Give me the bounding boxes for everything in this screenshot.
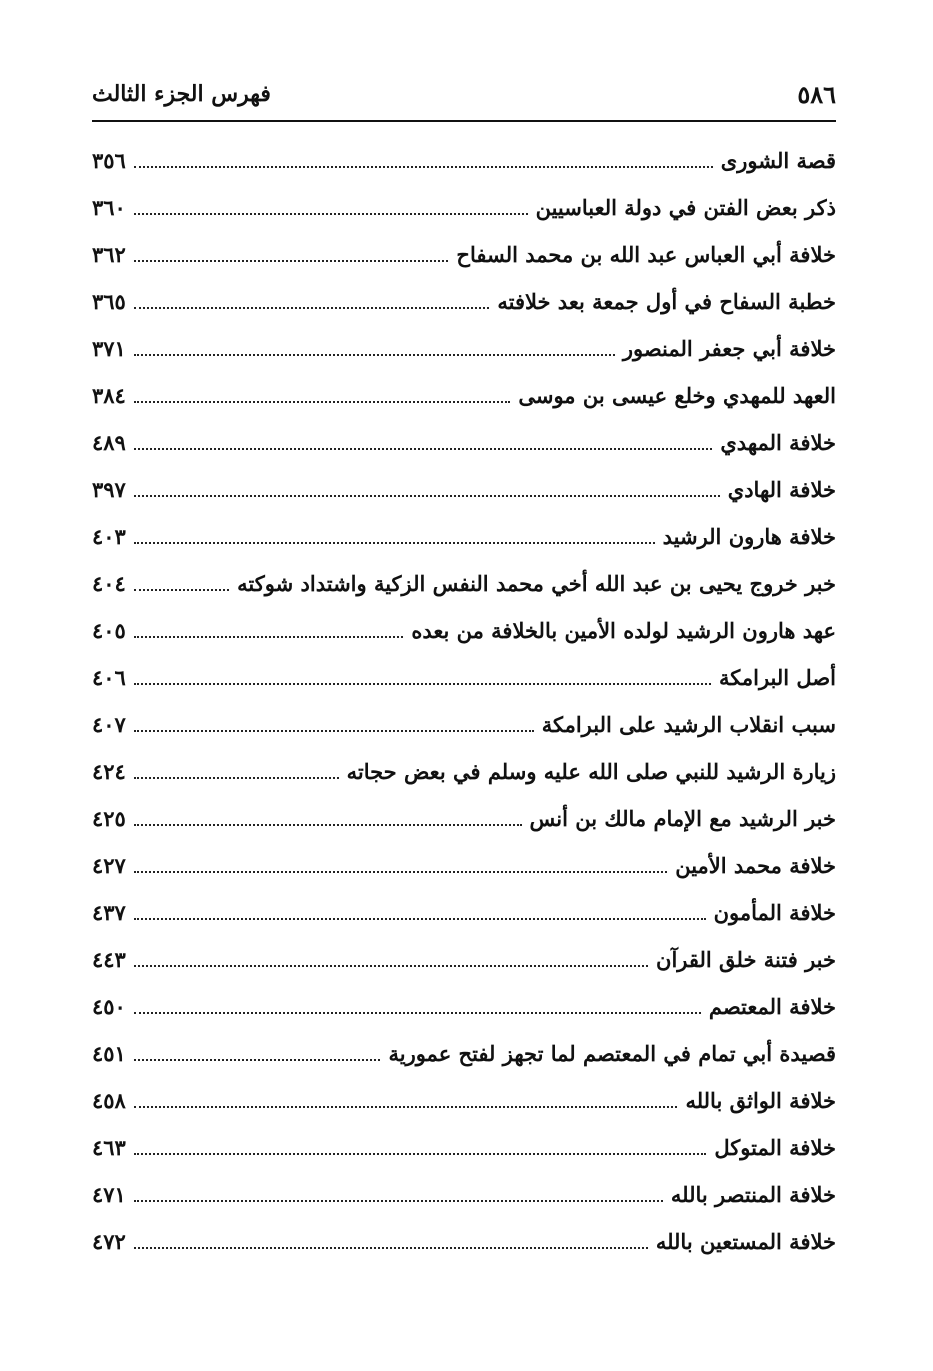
dot-leader [134,260,449,262]
toc-entry-title: أصل البرامكة [719,665,836,690]
toc-entry [92,936,836,983]
toc-entry-title: خطبة السفاح في أول جمعة بعد خلافته [497,289,836,314]
dot-leader [134,777,339,779]
dot-leader [134,589,229,591]
dot-leader [134,166,713,168]
toc-entry-page: ٣٦٥ [92,289,126,314]
toc-entry-title: خلافة المأمون [713,900,836,925]
toc-entry [92,278,836,325]
toc-entry-title: خلافة المستعين بالله [655,1229,836,1254]
toc-entry [92,1218,836,1265]
toc-entry-page: ٤٧٢ [92,1229,126,1254]
dot-leader [134,1059,381,1061]
toc-entry-page: ٣٩٧ [92,477,126,502]
toc-entry-page: ٤٢٧ [92,853,126,878]
toc-entry-title: خلافة أبي جعفر المنصور [622,336,836,361]
dot-leader [134,1106,678,1108]
toc-entry [92,842,836,889]
dot-leader [134,448,713,450]
dot-leader [134,636,403,638]
toc-entry-title: خلافة هارون الرشيد [662,524,836,549]
dot-leader [134,1153,707,1155]
toc-entry-page: ٣٧١ [92,336,126,361]
toc-entry-page: ٤٥٠ [92,994,126,1019]
dot-leader [134,213,528,215]
toc-entry-page: ٤٢٥ [92,806,126,831]
toc-entry-title: سبب انقلاب الرشيد على البرامكة [541,712,836,737]
toc-entry-title: خلافة الواثق بالله [685,1088,836,1113]
page-header [92,72,836,116]
dot-leader [134,307,490,309]
toc-entry-title: قصة الشورى [720,148,836,173]
toc-entry [92,419,836,466]
toc-entry-title: خلافة المتوكل [714,1135,836,1160]
toc-entry [92,1171,836,1218]
toc-entry [92,137,836,184]
toc-entry [92,372,836,419]
dot-leader [134,871,667,873]
toc-entry-page: ٤٦٣ [92,1135,126,1160]
dot-leader [134,1200,663,1202]
toc-entry-title: خلافة المنتصر بالله [670,1182,836,1207]
toc-entry-page: ٣٦٢ [92,242,126,267]
toc-entry-page: ٤٥١ [92,1041,126,1066]
dot-leader [134,965,648,967]
dot-leader [134,495,720,497]
toc-entry-page: ٤٣٧ [92,900,126,925]
toc-entry-title: ذكر بعض الفتن في دولة العباسيين [535,195,836,220]
dot-leader [134,683,711,685]
toc-entry-title: خلافة المهدي [720,430,836,455]
table-of-contents [92,137,836,1265]
toc-entry [92,1077,836,1124]
toc-entry-page: ٣٨٤ [92,383,126,408]
toc-entry [92,560,836,607]
toc-entry [92,231,836,278]
toc-entry [92,607,836,654]
toc-entry-page: ٤٧١ [92,1182,126,1207]
toc-entry-title: زيارة الرشيد للنبي صلى الله عليه وسلم في بعض حجاته [346,759,836,784]
toc-entry [92,654,836,701]
toc-entry-page: ٤٠٦ [92,665,126,690]
toc-entry [92,1124,836,1171]
toc-entry-page: ٤٠٤ [92,571,126,596]
dot-leader [134,918,706,920]
toc-entry [92,701,836,748]
toc-entry-title: خلافة المعتصم [708,994,836,1019]
toc-entry [92,466,836,513]
dot-leader [134,401,511,403]
toc-entry-title: العهد للمهدي وخلع عيسى بن موسى [518,383,836,408]
dot-leader [134,824,522,826]
toc-entry [92,983,836,1030]
toc-entry-title: خلافة محمد الأمين [675,853,836,878]
toc-entry-page: ٤٢٤ [92,759,126,784]
toc-entry-page: ٤٥٨ [92,1088,126,1113]
toc-entry [92,325,836,372]
toc-entry-title: قصيدة أبي تمام في المعتصم لما تجهز لفتح عمورية [388,1041,836,1066]
page-number: ٥٨٦ [797,79,836,109]
toc-entry-title: عهد هارون الرشيد لولده الأمين بالخلافة من بعده [411,618,836,643]
toc-entry-page: ٣٦٠ [92,195,126,220]
toc-entry-title: خلافة أبي العباس عبد الله بن محمد السفاح [456,242,836,267]
running-title: فهرس الجزء الثالث [92,81,271,107]
toc-entry-page: ٤٠٣ [92,524,126,549]
toc-entry-page: ٤٠٧ [92,712,126,737]
dot-leader [134,1012,701,1014]
toc-entry [92,1030,836,1077]
toc-entry [92,748,836,795]
toc-entry-page: ٤٨٩ [92,430,126,455]
toc-entry-title: خبر فتنة خلق القرآن [656,947,836,972]
toc-entry [92,513,836,560]
toc-entry-title: خبر خروج يحيى بن عبد الله أخي محمد النفس الزكية واشتداد شوكته [237,571,836,596]
toc-entry [92,795,836,842]
toc-entry-title: خلافة الهادي [727,477,836,502]
dot-leader [134,542,655,544]
toc-entry-page: ٤٠٥ [92,618,126,643]
dot-leader [134,354,615,356]
dot-leader [134,1247,648,1249]
toc-entry [92,889,836,936]
toc-entry-page: ٣٥٦ [92,148,126,173]
toc-entry [92,184,836,231]
toc-entry-title: خبر الرشيد مع الإمام مالك بن أنس [529,806,836,831]
toc-entry-page: ٤٤٣ [92,947,126,972]
dot-leader [134,730,534,732]
header-rule [92,120,836,122]
